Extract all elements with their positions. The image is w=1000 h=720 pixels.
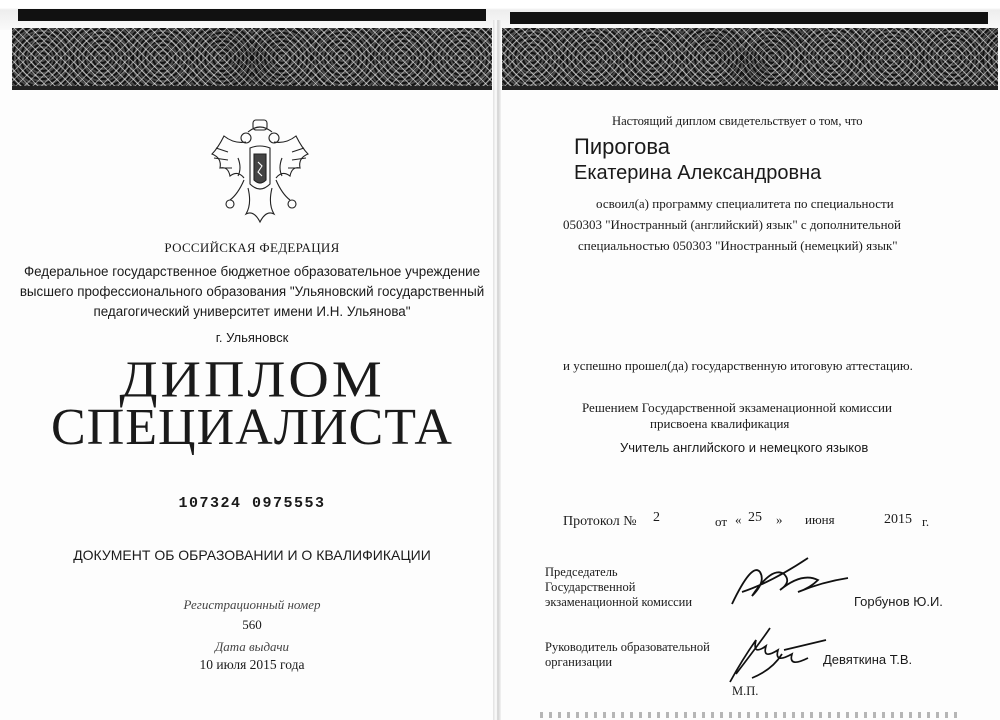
diploma-spine	[493, 20, 501, 720]
coat-of-arms-emblem	[208, 118, 312, 228]
band-edge-right	[502, 86, 998, 90]
institution-name	[12, 262, 492, 322]
protocol-year: 2015	[884, 512, 912, 527]
scan-bottom-artifact	[540, 712, 960, 718]
protocol-month: июня	[805, 512, 835, 527]
head-line-1: Руководитель образовательной	[545, 640, 710, 654]
program-line-3: специальностью 050303 "Иностранный (немецкий) язык"	[578, 238, 898, 253]
registration-number: 560	[242, 617, 262, 632]
scan-shadow-left	[18, 9, 486, 21]
organization-head-title	[545, 640, 735, 670]
institution-line-3: педагогический университет имени И.Н. Ульянова"	[93, 304, 411, 319]
graduate-last-name: Пирогова	[574, 134, 671, 159]
head-name: Девяткина Т.В.	[823, 652, 913, 667]
city: г. Ульяновск	[215, 330, 289, 345]
chair-line-3: экзаменационной комиссии	[545, 595, 693, 609]
certification-intro: Настоящий диплом свидетельствует о том, что	[612, 114, 863, 128]
chair-line-1: Председатель	[545, 565, 618, 579]
protocol-open-quote: «	[735, 512, 742, 527]
scan-shadow-right	[510, 12, 988, 24]
program-line-1: освоил(а) программу специалитета по специальности	[596, 196, 894, 211]
issue-date-label: Дата выдачи	[214, 639, 290, 654]
institution-line-1: Федеральное государственное бюджетное образовательное учреждение	[23, 264, 481, 279]
protocol-label: Протокол №	[563, 514, 637, 529]
protocol-day: 25	[748, 510, 762, 525]
chair-name: Горбунов Ю.И.	[854, 594, 943, 609]
decision-line-1: Решением Государственной экзаменационной комиссии	[582, 400, 892, 415]
head-line-2: организации	[545, 655, 613, 669]
band-edge-left	[12, 86, 492, 90]
graduate-first-middle-name: Екатерина Александровна	[574, 162, 822, 184]
issue-date: 10 июля 2015 года	[199, 657, 305, 672]
protocol-from-label: от	[715, 514, 728, 529]
protocol-number: 2	[653, 510, 660, 525]
registration-label: Регистрационный номер	[183, 597, 321, 612]
chair-signature	[722, 552, 852, 612]
seal-place: М.П.	[732, 684, 759, 698]
institution-line-2: высшего профессионального образования "Ульяновский государственный	[19, 284, 485, 299]
head-signature	[722, 620, 832, 690]
protocol-close-quote: »	[776, 512, 783, 527]
chair-line-2: Государственной	[545, 580, 636, 594]
decision-line-2: присвоена квалификация	[650, 416, 790, 431]
country-name: РОССИЙСКАЯ ФЕДЕРАЦИЯ	[164, 240, 340, 255]
guilloche-band-left	[12, 28, 492, 86]
diploma-right-page	[502, 28, 998, 720]
guilloche-band-right	[502, 28, 998, 86]
attestation-statement: и успешно прошел(да) государственную итоговую аттестацию.	[563, 358, 913, 373]
program-line-2: 050303 "Иностранный (английский) язык" с дополнительной	[563, 217, 901, 232]
serial-number: 107324 0975553	[178, 495, 326, 512]
diploma-subtitle: СПЕЦИАЛИСТА	[51, 399, 453, 456]
commission-chair-title	[545, 565, 725, 610]
protocol-year-suffix: г.	[922, 514, 930, 529]
qualification: Учитель английского и немецкого языков	[620, 440, 869, 455]
document-type: ДОКУМЕНТ ОБ ОБРАЗОВАНИИ И О КВАЛИФИКАЦИИ	[73, 547, 431, 563]
diploma-title: ДИПЛОМ	[119, 351, 385, 409]
